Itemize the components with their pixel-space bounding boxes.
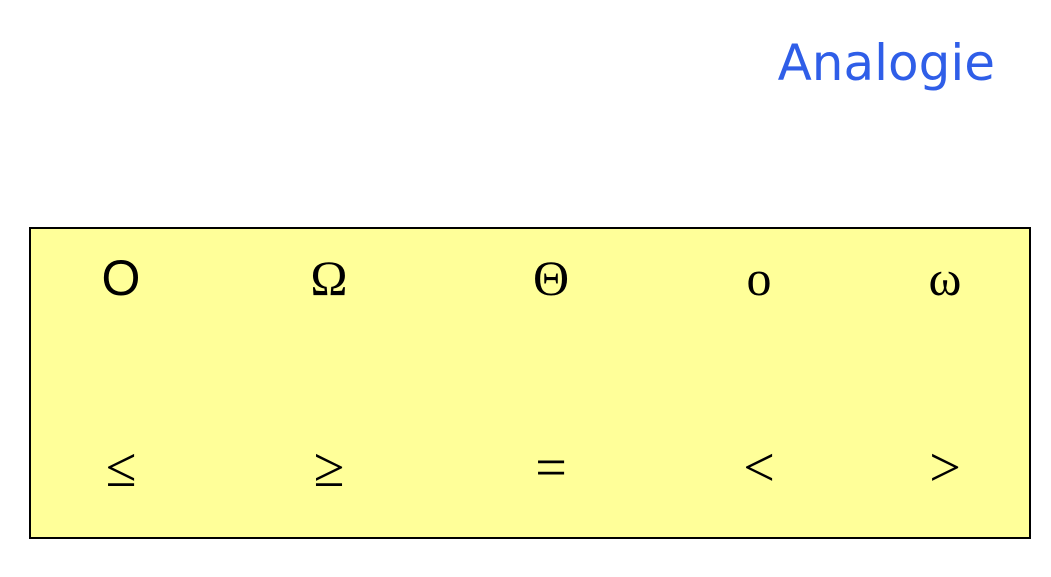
notation-big-theta: Θ (532, 250, 570, 306)
relation-lt: < (743, 437, 775, 499)
notation-little-o: o (746, 250, 772, 306)
analogy-table (29, 227, 1031, 539)
slide-title: Analogie (777, 34, 995, 92)
relation-leq: ≤ (105, 437, 137, 499)
notation-big-o: O (101, 250, 141, 306)
relation-gt: > (929, 437, 961, 499)
relation-eq: = (535, 437, 567, 499)
notation-little-omega: ω (928, 250, 962, 306)
relation-geq: ≥ (313, 437, 345, 499)
notation-big-omega: Ω (310, 250, 348, 306)
